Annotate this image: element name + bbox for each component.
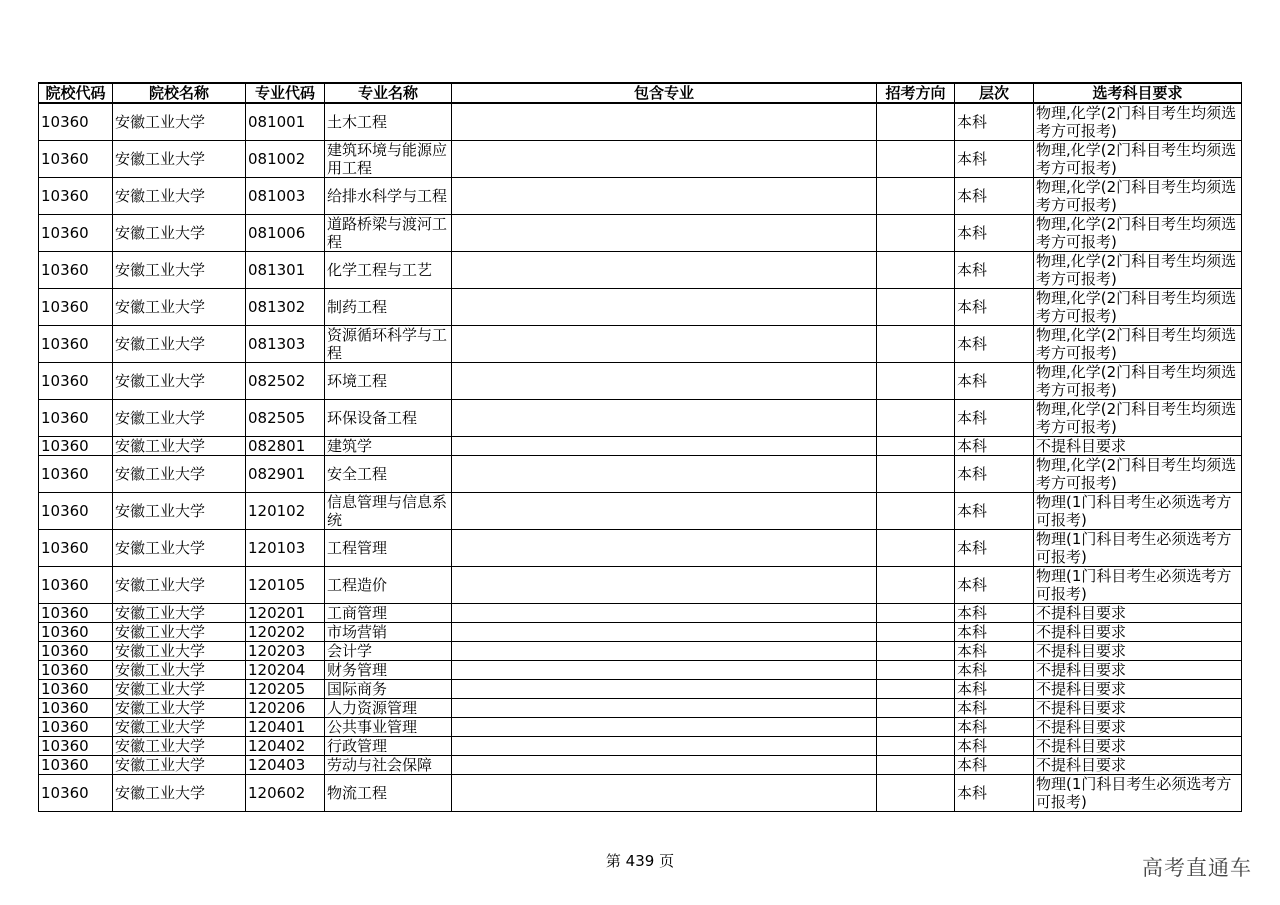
cell-major-name: 工程管理 [325,530,452,567]
table-row [39,775,1242,812]
header-level: 层次 [955,83,1034,103]
cell-level: 本科 [955,215,1034,252]
cell-school-name: 安徽工业大学 [113,661,246,680]
table-row [39,699,1242,718]
cell-subject-requirement: 不提科目要求 [1034,437,1242,456]
cell-level: 本科 [955,699,1034,718]
cell-direction [877,400,955,437]
cell-major-code: 081303 [246,326,325,363]
cell-included-majors [452,400,877,437]
cell-level: 本科 [955,604,1034,623]
cell-subject-requirement: 物理,化学(2门科目考生均须选考方可报考) [1034,326,1242,363]
cell-level: 本科 [955,623,1034,642]
cell-subject-requirement: 物理,化学(2门科目考生均须选考方可报考) [1034,141,1242,178]
cell-included-majors [452,642,877,661]
header-school-name: 院校名称 [113,83,246,103]
cell-major-name: 化学工程与工艺 [325,252,452,289]
cell-school-code: 10360 [39,642,113,661]
cell-school-name: 安徽工业大学 [113,400,246,437]
cell-major-name: 安全工程 [325,456,452,493]
cell-subject-requirement: 不提科目要求 [1034,642,1242,661]
cell-level: 本科 [955,737,1034,756]
cell-included-majors [452,252,877,289]
table-row [39,718,1242,737]
table-row [39,623,1242,642]
cell-school-code: 10360 [39,623,113,642]
cell-major-code: 081302 [246,289,325,326]
cell-school-name: 安徽工业大学 [113,756,246,775]
cell-major-name: 工商管理 [325,604,452,623]
cell-major-name: 资源循环科学与工程 [325,326,452,363]
cell-direction [877,103,955,141]
cell-subject-requirement: 不提科目要求 [1034,604,1242,623]
cell-major-name: 土木工程 [325,103,452,141]
cell-included-majors [452,567,877,604]
watermark-text: 高考直通车 [1142,856,1252,880]
cell-school-code: 10360 [39,530,113,567]
cell-major-name: 人力资源管理 [325,699,452,718]
header-subject-requirement: 选考科目要求 [1034,83,1242,103]
cell-major-name: 会计学 [325,642,452,661]
cell-school-name: 安徽工业大学 [113,775,246,812]
cell-major-code: 120402 [246,737,325,756]
cell-major-code: 120206 [246,699,325,718]
cell-major-name: 劳动与社会保障 [325,756,452,775]
cell-major-name: 工程造价 [325,567,452,604]
cell-included-majors [452,178,877,215]
header-row [39,83,1242,103]
cell-level: 本科 [955,775,1034,812]
cell-school-code: 10360 [39,493,113,530]
cell-included-majors [452,775,877,812]
cell-included-majors [452,456,877,493]
cell-major-code: 081003 [246,178,325,215]
cell-direction [877,252,955,289]
cell-subject-requirement: 物理,化学(2门科目考生均须选考方可报考) [1034,178,1242,215]
cell-major-name: 制药工程 [325,289,452,326]
cell-school-code: 10360 [39,775,113,812]
table-row [39,141,1242,178]
cell-major-code: 081006 [246,215,325,252]
cell-direction [877,178,955,215]
table-row [39,178,1242,215]
cell-major-name: 环保设备工程 [325,400,452,437]
cell-direction [877,699,955,718]
cell-direction [877,623,955,642]
cell-major-name: 物流工程 [325,775,452,812]
cell-school-name: 安徽工业大学 [113,493,246,530]
cell-included-majors [452,699,877,718]
table-row [39,604,1242,623]
table-row [39,289,1242,326]
cell-level: 本科 [955,363,1034,400]
cell-level: 本科 [955,642,1034,661]
cell-major-name: 行政管理 [325,737,452,756]
table-row [39,215,1242,252]
cell-subject-requirement: 物理,化学(2门科目考生均须选考方可报考) [1034,400,1242,437]
cell-school-code: 10360 [39,718,113,737]
cell-major-name: 建筑环境与能源应用工程 [325,141,452,178]
table-row [39,530,1242,567]
cell-level: 本科 [955,530,1034,567]
cell-school-code: 10360 [39,289,113,326]
cell-included-majors [452,737,877,756]
header-school-code: 院校代码 [39,83,113,103]
cell-included-majors [452,680,877,699]
table-row [39,103,1242,141]
table-header [39,83,1242,103]
cell-included-majors [452,363,877,400]
cell-school-code: 10360 [39,756,113,775]
cell-school-code: 10360 [39,215,113,252]
table-row [39,567,1242,604]
cell-school-code: 10360 [39,680,113,699]
cell-school-code: 10360 [39,178,113,215]
cell-school-code: 10360 [39,604,113,623]
cell-level: 本科 [955,567,1034,604]
cell-major-code: 082901 [246,456,325,493]
table-row [39,326,1242,363]
cell-major-code: 120201 [246,604,325,623]
cell-school-code: 10360 [39,400,113,437]
cell-subject-requirement: 物理(1门科目考生必须选考方可报考) [1034,775,1242,812]
cell-major-code: 082502 [246,363,325,400]
table-row [39,737,1242,756]
cell-level: 本科 [955,756,1034,775]
cell-included-majors [452,756,877,775]
page-number: 第 439 页 [605,852,675,870]
cell-school-name: 安徽工业大学 [113,289,246,326]
cell-level: 本科 [955,437,1034,456]
cell-subject-requirement: 不提科目要求 [1034,680,1242,699]
cell-included-majors [452,437,877,456]
cell-direction [877,718,955,737]
cell-subject-requirement: 物理(1门科目考生必须选考方可报考) [1034,567,1242,604]
cell-direction [877,756,955,775]
header-major-code: 专业代码 [246,83,325,103]
cell-school-name: 安徽工业大学 [113,737,246,756]
cell-school-name: 安徽工业大学 [113,718,246,737]
table-row [39,756,1242,775]
cell-school-name: 安徽工业大学 [113,141,246,178]
cell-subject-requirement: 不提科目要求 [1034,756,1242,775]
table-row [39,680,1242,699]
cell-direction [877,437,955,456]
cell-school-name: 安徽工业大学 [113,567,246,604]
cell-included-majors [452,289,877,326]
cell-school-code: 10360 [39,252,113,289]
cell-direction [877,456,955,493]
table-row [39,661,1242,680]
cell-major-name: 道路桥梁与渡河工程 [325,215,452,252]
cell-included-majors [452,661,877,680]
cell-included-majors [452,530,877,567]
table-row [39,493,1242,530]
cell-major-name: 环境工程 [325,363,452,400]
table-row [39,642,1242,661]
cell-major-code: 120401 [246,718,325,737]
cell-school-name: 安徽工业大学 [113,642,246,661]
cell-direction [877,642,955,661]
cell-direction [877,141,955,178]
cell-included-majors [452,623,877,642]
cell-school-code: 10360 [39,437,113,456]
cell-major-code: 082505 [246,400,325,437]
cell-school-code: 10360 [39,141,113,178]
table-row [39,400,1242,437]
cell-included-majors [452,718,877,737]
cell-level: 本科 [955,141,1034,178]
cell-school-name: 安徽工业大学 [113,604,246,623]
cell-subject-requirement: 物理,化学(2门科目考生均须选考方可报考) [1034,289,1242,326]
cell-subject-requirement: 不提科目要求 [1034,737,1242,756]
cell-direction [877,326,955,363]
cell-school-name: 安徽工业大学 [113,103,246,141]
cell-level: 本科 [955,103,1034,141]
admission-table [38,82,1242,812]
cell-direction [877,737,955,756]
table-row [39,363,1242,400]
cell-school-code: 10360 [39,661,113,680]
header-included-majors: 包含专业 [452,83,877,103]
cell-school-name: 安徽工业大学 [113,326,246,363]
cell-direction [877,530,955,567]
table-row [39,437,1242,456]
cell-major-name: 建筑学 [325,437,452,456]
cell-major-code: 120202 [246,623,325,642]
cell-major-code: 082801 [246,437,325,456]
cell-major-name: 国际商务 [325,680,452,699]
cell-level: 本科 [955,718,1034,737]
cell-major-code: 120105 [246,567,325,604]
cell-major-name: 公共事业管理 [325,718,452,737]
cell-school-name: 安徽工业大学 [113,363,246,400]
cell-included-majors [452,493,877,530]
cell-direction [877,215,955,252]
cell-level: 本科 [955,178,1034,215]
cell-subject-requirement: 不提科目要求 [1034,661,1242,680]
cell-level: 本科 [955,252,1034,289]
cell-direction [877,363,955,400]
cell-included-majors [452,326,877,363]
cell-subject-requirement: 物理,化学(2门科目考生均须选考方可报考) [1034,252,1242,289]
cell-direction [877,289,955,326]
cell-level: 本科 [955,326,1034,363]
cell-school-name: 安徽工业大学 [113,623,246,642]
cell-major-name: 市场营销 [325,623,452,642]
cell-school-name: 安徽工业大学 [113,456,246,493]
cell-level: 本科 [955,456,1034,493]
header-major-name: 专业名称 [325,83,452,103]
cell-major-name: 给排水科学与工程 [325,178,452,215]
cell-major-code: 081002 [246,141,325,178]
cell-school-code: 10360 [39,103,113,141]
cell-major-code: 120205 [246,680,325,699]
cell-direction [877,493,955,530]
cell-included-majors [452,103,877,141]
cell-major-name: 财务管理 [325,661,452,680]
cell-direction [877,680,955,699]
header-direction: 招考方向 [877,83,955,103]
table-row [39,252,1242,289]
cell-school-name: 安徽工业大学 [113,178,246,215]
cell-school-code: 10360 [39,699,113,718]
cell-major-code: 120203 [246,642,325,661]
cell-school-code: 10360 [39,326,113,363]
cell-major-code: 120103 [246,530,325,567]
cell-subject-requirement: 物理,化学(2门科目考生均须选考方可报考) [1034,215,1242,252]
cell-major-name: 信息管理与信息系统 [325,493,452,530]
cell-school-name: 安徽工业大学 [113,530,246,567]
table-row [39,456,1242,493]
cell-school-code: 10360 [39,456,113,493]
cell-direction [877,661,955,680]
cell-school-code: 10360 [39,737,113,756]
cell-direction [877,775,955,812]
cell-included-majors [452,215,877,252]
table-body [39,103,1242,812]
cell-subject-requirement: 物理(1门科目考生必须选考方可报考) [1034,530,1242,567]
cell-major-code: 120204 [246,661,325,680]
cell-subject-requirement: 不提科目要求 [1034,623,1242,642]
cell-major-code: 120403 [246,756,325,775]
cell-subject-requirement: 物理,化学(2门科目考生均须选考方可报考) [1034,456,1242,493]
cell-direction [877,604,955,623]
cell-direction [877,567,955,604]
cell-subject-requirement: 不提科目要求 [1034,718,1242,737]
cell-level: 本科 [955,661,1034,680]
cell-school-name: 安徽工业大学 [113,215,246,252]
cell-included-majors [452,141,877,178]
cell-major-code: 081001 [246,103,325,141]
cell-subject-requirement: 物理,化学(2门科目考生均须选考方可报考) [1034,103,1242,141]
cell-major-code: 081301 [246,252,325,289]
cell-subject-requirement: 物理,化学(2门科目考生均须选考方可报考) [1034,363,1242,400]
cell-level: 本科 [955,680,1034,699]
cell-level: 本科 [955,400,1034,437]
cell-subject-requirement: 物理(1门科目考生必须选考方可报考) [1034,493,1242,530]
cell-school-code: 10360 [39,567,113,604]
cell-school-name: 安徽工业大学 [113,252,246,289]
cell-school-code: 10360 [39,363,113,400]
cell-school-name: 安徽工业大学 [113,437,246,456]
cell-school-name: 安徽工业大学 [113,680,246,699]
cell-major-code: 120102 [246,493,325,530]
cell-included-majors [452,604,877,623]
cell-subject-requirement: 不提科目要求 [1034,699,1242,718]
cell-school-name: 安徽工业大学 [113,699,246,718]
cell-level: 本科 [955,493,1034,530]
cell-level: 本科 [955,289,1034,326]
cell-major-code: 120602 [246,775,325,812]
